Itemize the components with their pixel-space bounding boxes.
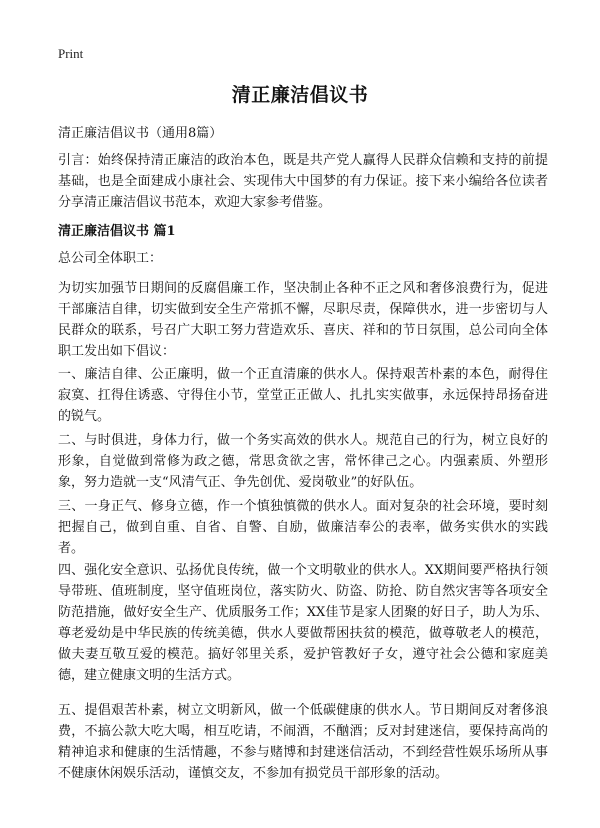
intro-paragraph: 引言：始终保持清正廉洁的政治本色，既是共产党人赢得人民群众信赖和支持的前提基础，也是全面建成小康社会、实现伟大中国梦的有力保证。接下来小编给各位读者分享清正廉洁倡议书范本，欢迎大家参考借鉴。 (58, 153, 548, 210)
print-label: Print (58, 46, 84, 61)
body-paragraph-4: 三、一身正气、修身立德，作一个慎独慎微的供水人。面对复杂的社会环境，要时刻把握自己，做到自重、自省、自警、自励，做廉洁奉公的表率，做务实供水的实践者。 (58, 499, 548, 556)
body-paragraph-2: 一、廉洁自律、公正廉明，做一个正直清廉的供水人。保持艰苦朴素的本色，耐得住寂寞、扛得住诱惑、守得住小节，堂堂正正做人、扎扎实实做事，永远保持昂扬奋进的锐气。 (58, 367, 548, 424)
document-title: 清正廉洁倡议书 (231, 84, 369, 106)
body-paragraph-1: 为切实加强节日期间的反腐倡廉工作，坚决制止各种不正之风和奢侈浪费行为，促进干部廉洁自律，切实做到安全生产常抓不懈，尽职尽责，保障供水，进一步密切与人民群众的联系，号召广大职工努力营造欢乐、喜庆、祥和的节日氛围，总公司向全体职工发出如下倡议： (58, 281, 548, 359)
body-paragraph-3: 二、与时俱进，身体力行，做一个务实高效的供水人。规范自己的行为，树立良好的形象，自觉做到常修为政之德，常思贪欲之害，常怀律己之心。内强素质、外塑形象，努力造就一支“风清气正、争先创优、爱岗敬业”的好队伍。 (58, 433, 548, 490)
section-heading: 清正廉洁倡议书 篇1 (58, 224, 176, 239)
document-subtitle: 清正廉洁倡议书（通用8篇） (58, 126, 223, 141)
salutation: 总公司全体职工： (58, 251, 163, 266)
body-paragraph-6: 五、提倡艰苦朴素，树立文明新风，做一个低碳健康的供水人。节日期间反对奢侈浪费，不搞公款大吃大喝，相互吃请，不闹酒，不酗酒；反对封建迷信，要保持高尚的精神追求和健康的生活情趣，不参与赌博和封建迷信活动，不到经营性娱乐场所从事不健康休闲娱乐活动，谨慎交友，不参加有损党员干部形象的活动。 (58, 703, 548, 781)
body-paragraph-5: 四、强化安全意识、弘扬优良传统，做一个文明敬业的供水人。XX期间要严格执行领导带班、值班制度，坚守值班岗位，落实防火、防盗、防抢、防自然灾害等各项安全防范措施，做好安全生产、优质服务工作；XX佳节是家人团聚的好日子，助人为乐、尊老爱幼是中华民族的传统美德，供水人要做帮困扶贫的模范，做尊敬老人的模范，做夫妻互敬互爱的模范。搞好邻里关系，爱护管教好子女，遵守社会公德和家庭美德，建立健康文明的生活方式。 (58, 563, 548, 683)
